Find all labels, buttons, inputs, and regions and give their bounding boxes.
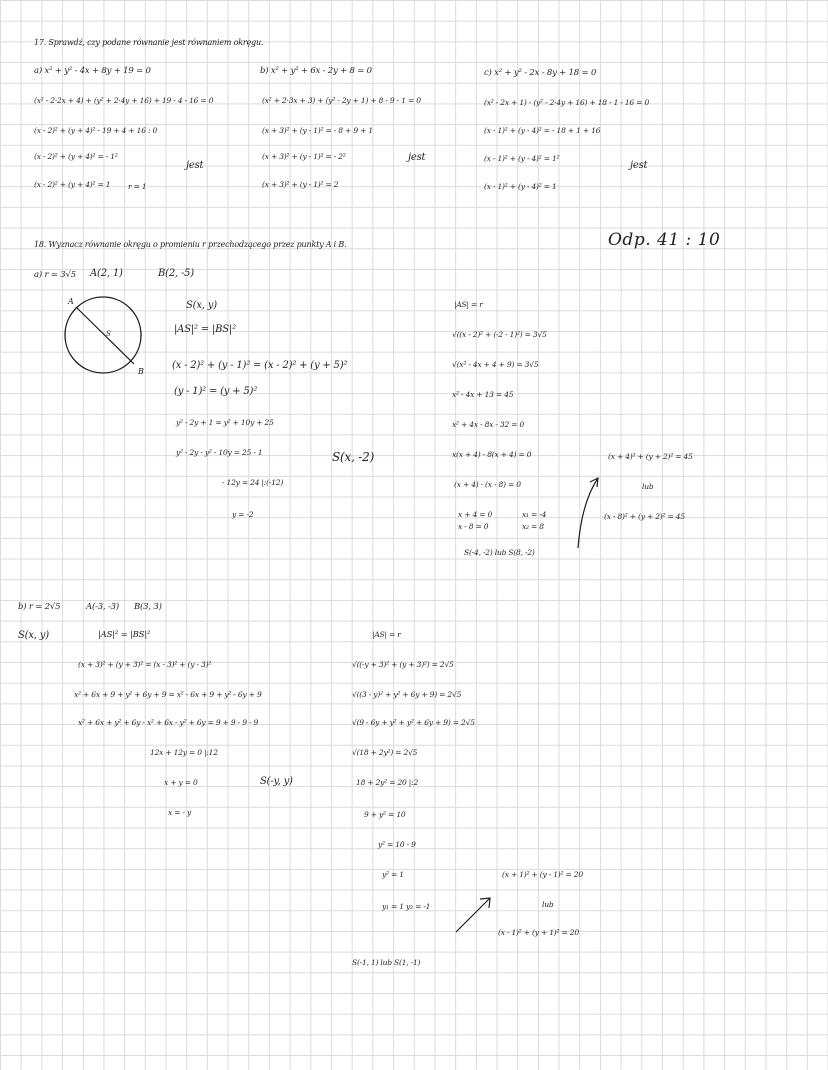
task18b-center-result: S(-y, y) — [260, 776, 293, 787]
task18a-step-2: (y - 1)² = (y + 5)² — [174, 386, 258, 397]
task18b-right-step-3: √((3 - y)² + y² + 6y + 9) = 2√5 — [352, 690, 462, 699]
task17a-step-2: (x - 2)² + (y + 4)² - 19 + 4 + 16 : 0 — [34, 126, 158, 135]
task17b-step-3: (x + 3)² + (y - 1)² = - 2² — [262, 152, 346, 161]
task17c-equation: c) x² + y² - 2x - 8y + 18 = 0 — [484, 68, 597, 78]
task18a-given: a) r = 3√5 — [34, 270, 76, 280]
task18a-right-step-1: |AS| = r — [454, 300, 483, 309]
task18b-step-3: x² + 6x + y² + 6y - x² + 6x - y² + 6y = 9 + 9 - 9 - 9 — [78, 718, 259, 727]
task17b-verdict: jest — [408, 152, 426, 163]
task18b-right-step-5: √(18 + 2y²) = 2√5 — [352, 748, 418, 757]
task17b-step-4: (x + 3)² + (y - 1)² = 2 — [262, 180, 339, 189]
circle-outline — [65, 297, 141, 373]
task18a-point-b: B(2, -5) — [158, 268, 195, 279]
task17b-step-2: (x + 3)² + (y - 1)² = - 8 + 9 + 1 — [262, 126, 373, 135]
task18b-step-4: 12x + 12y = 0 |:12 — [150, 748, 218, 757]
task17c-step-3: (x - 1)² + (y - 4)² = 1² — [484, 154, 560, 163]
arrow-icon — [452, 892, 498, 938]
task18a-center-label: S(x, y) — [186, 300, 217, 311]
task18a-right-step-7: (x + 4) · (x - 8) = 0 — [454, 480, 521, 489]
circle-diagram — [56, 290, 166, 400]
task18a-right-step-6: x(x + 4) - 8(x + 4) = 0 — [452, 450, 532, 459]
task18b-right-step-8: y² = 10 - 9 — [378, 840, 416, 849]
task18b-centers: S(-1, 1) lub S(1, -1) — [352, 958, 421, 967]
task18a-eq2: (x - 8)² + (y + 2)² = 45 — [604, 512, 685, 521]
task18a-or: lub — [642, 482, 654, 491]
task18a-step-5: - 12y = 24 |:(-12) — [222, 478, 284, 487]
task18b-right-step-10: y₁ = 1 y₂ = -1 — [382, 902, 431, 911]
task18a-step-3: y² - 2y + 1 = y² + 10y + 25 — [176, 418, 274, 427]
task18a-center-result: S(x, -2) — [332, 450, 375, 464]
task17-header: 17. Sprawdź, czy podane równanie jest równaniem okręgu. — [34, 38, 264, 47]
circle-label-a: A — [68, 297, 74, 306]
task18b-right-step-6: 18 + 2y² = 20 |:2 — [356, 778, 419, 787]
chord-ab — [76, 307, 134, 364]
task18b-step-2: x² + 6x + 9 + y² + 6y + 9 = x² - 6x + 9 + y² - 6y + 9 — [74, 690, 262, 699]
task18b-point-a: A(-3, -3) — [86, 602, 119, 612]
task18a-case-a: x + 4 = 0 — [458, 510, 493, 519]
task18a-right-step-3: √(x² - 4x + 4 + 9) = 3√5 — [452, 360, 539, 369]
task18a-right-step-2: √((x - 2)² + (-2 - 1)²) = 3√5 — [452, 330, 547, 339]
task18a-step-1: (x - 2)² + (y - 1)² = (x - 2)² + (y + 5)² — [172, 360, 348, 371]
task18b-point-b: B(3, 3) — [134, 602, 162, 612]
task18b-right-step-2: √((-y + 3)² + (y + 3)²) = 2√5 — [352, 660, 454, 669]
task18a-right-step-4: x² - 4x + 13 = 45 — [452, 390, 514, 399]
task18b-eq2: (x - 1)² + (y + 1)² = 20 — [498, 928, 579, 937]
task17c-step-2: (x - 1)² + (y - 4)² = - 18 + 1 + 16 — [484, 126, 601, 135]
task17b-equation: b) x² + y² + 6x - 2y + 8 = 0 — [260, 66, 372, 76]
task17a-step-1: (x² - 2·2x + 4) + (y² + 2·4y + 16) + 19 - 4 - 16 = 0 — [34, 96, 214, 105]
task18b-step-5: x + y = 0 — [164, 778, 198, 787]
task18b-right-step-4: √(9 - 6y + y² + y² + 6y + 9) = 2√5 — [352, 718, 475, 727]
task17a-step-3: (x - 2)² + (y + 4)² = - 1² — [34, 152, 118, 161]
task18b-given: b) r = 2√5 — [18, 602, 61, 612]
task18a-sol-a: x₁ = -4 — [522, 510, 547, 519]
task17a-step-4: (x - 2)² + (y + 4)² = 1 — [34, 180, 111, 189]
task18b-or: lub — [542, 900, 554, 909]
circle-label-b: B — [138, 367, 144, 376]
task18b-right-step-1: |AS| = r — [372, 630, 401, 639]
task18a-right-step-5: x² + 4x - 8x - 32 = 0 — [452, 420, 525, 429]
task17b-step-1: (x² + 2·3x + 3) + (y² - 2y + 1) + 8 - 9 - 1 = 0 — [262, 96, 421, 105]
task18a-sol-b: x₂ = 8 — [522, 522, 544, 531]
task18b-eq1: (x + 1)² + (y - 1)² = 20 — [502, 870, 583, 879]
task18a-step-4: y² - 2y - y² - 10y = 25 - 1 — [176, 448, 263, 457]
task18b-right-step-9: y² = 1 — [382, 870, 404, 879]
task17a-radius-note: r = 1 — [128, 182, 147, 191]
task17c-verdict: jest — [630, 160, 648, 171]
circle-label-s: S — [106, 330, 111, 338]
task18b-right-step-7: 9 + y² = 10 — [364, 810, 406, 819]
task18a-point-a: A(2, 1) — [90, 268, 123, 279]
task18a-eq1: (x + 4)² + (y + 2)² = 45 — [608, 452, 693, 461]
task18b-center-label: S(x, y) — [18, 630, 49, 641]
task18b-step-6: x = - y — [168, 808, 192, 817]
task18a-centers: S(-4, -2) lub S(8, -2) — [464, 548, 535, 557]
task17a-verdict: jest — [186, 160, 204, 171]
task18a-relation: |AS|² = |BS|² — [174, 324, 236, 335]
task18-header: 18. Wyznacz równanie okręgu o promieniu r przechodzącego przez punkty A i B. — [34, 240, 347, 249]
task18b-relation: |AS|² = |BS|² — [98, 630, 151, 640]
task18b-step-1: (x + 3)² + (y + 3)² = (x - 3)² + (y - 3)² — [78, 660, 212, 669]
task17c-step-4: (x - 1)² + (y - 4)² = 1 — [484, 182, 557, 191]
task18a-step-6: y = -2 — [232, 510, 254, 519]
answer-note: Odp. 41 : 10 — [608, 230, 721, 250]
task17a-equation: a) x² + y² - 4x + 8y + 19 = 0 — [34, 66, 151, 76]
task17c-step-1: (x² - 2x + 1) - (y² - 2·4y + 16) + 18 - 1 - 16 = 0 — [484, 98, 650, 107]
task18a-case-b: x - 8 = 0 — [458, 522, 489, 531]
